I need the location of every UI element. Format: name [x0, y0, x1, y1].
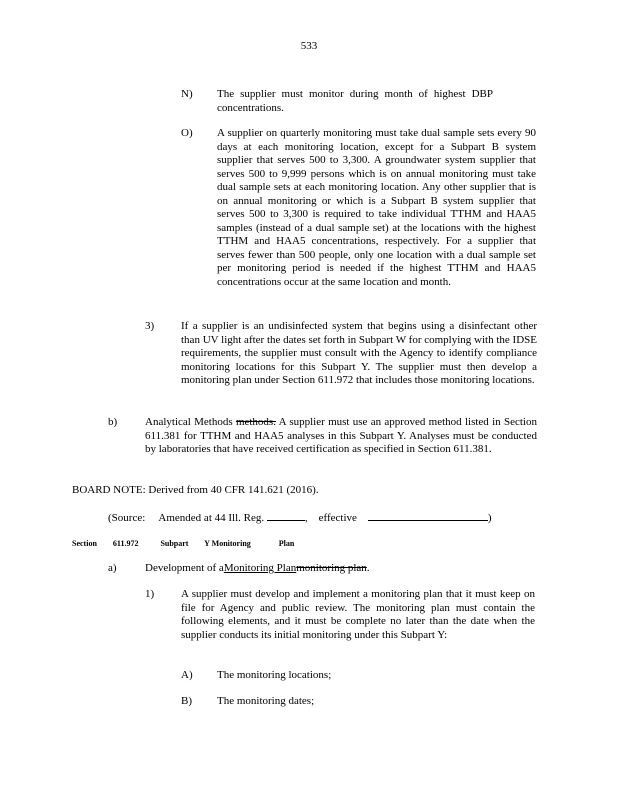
item-label-o: O)	[181, 127, 193, 139]
item-text-a	[145, 562, 370, 576]
item-label-a: a)	[108, 562, 117, 574]
section-word: Section	[72, 539, 97, 548]
item-label-1: 1)	[145, 588, 155, 600]
item-text-a-upper: The monitoring locations;	[217, 669, 332, 681]
effective-date-blank	[368, 509, 488, 521]
deleted-text: methods.	[235, 416, 276, 428]
deleted-monitoring-plan: monitoring plan	[296, 562, 367, 574]
item-label-b-upper: B)	[181, 695, 192, 707]
section-heading	[72, 537, 294, 551]
item-text-1: A supplier must develop and implement a monitoring plan that it must keep on file for Agency and public review. The monitoring plan must contain the following elements, and it must be complete no later than the date when the supplier conducts its initial monitoring under this Subpart Y:	[181, 588, 535, 641]
section-number: 611.972	[112, 539, 139, 548]
section-subpart-letter: Y	[204, 539, 210, 548]
item-text-3: If a supplier is an undisinfected system that begins using a disinfectant other than UV light after the dates set forth in Subpart W for complying with the IDSE requirements, the supplier must consult with the Agency to identify compliance monitoring locations for this Subpart Y. The supplier must then develop a monitoring plan under Section 611.972 that includes those monitoring locations.	[181, 320, 537, 386]
analytical-methods-heading: Analytical Methods	[145, 416, 233, 428]
item-label-b: b)	[108, 416, 118, 428]
board-note: BOARD NOTE: Derived from 40 CFR 141.621 (2016).	[72, 484, 319, 496]
item-text-o: A supplier on quarterly monitoring must take dual sample sets every 90 days at each monitoring location, except for a Subpart B system supplier that serves 500 to 3,300. A groundwater system supplier that serves 500 to 9,999 persons which is on annual monitoring must take dual sample sets at each monitoring location. Any other supplier that is on annual monitoring or which is a Subpart B system supplier that serves 500 to 3,300 is required to take individual TTHM and HAA5 samples (instead of a dual sample set) at the locations with the highest TTHM and HAA5 concentrations, respectively. For a supplier that serves fewer than 500 people, only one location with a dual sample set per monitoring period is needed if the highest TTHM and HAA5 concentrations occur at the same location and month.	[217, 127, 536, 288]
source-amended: Amended at 44 Ill. Reg.	[158, 512, 265, 524]
page-number: 533	[300, 40, 318, 52]
item-label-3: 3)	[145, 320, 155, 332]
section-subpart: Subpart	[160, 539, 189, 548]
item-text-b-upper: The monitoring dates;	[217, 695, 315, 707]
analytical-methods-body: A supplier must use an approved method listed in Section 611.381 for TTHM and HAA5 analyses in this Subpart Y. Analyses must be conducted by laboratories that have received certification as specified in Section 611.381.	[145, 416, 537, 455]
section-plan: Plan	[278, 539, 295, 548]
development-suffix: .	[366, 562, 370, 574]
item-label-a-upper: A)	[181, 669, 193, 681]
source-close: )	[487, 512, 492, 524]
register-blank	[267, 509, 305, 521]
section-monitoring: Monitoring	[211, 539, 251, 548]
development-prefix: Development of a	[145, 562, 224, 574]
source-note	[108, 509, 492, 526]
source-comma: ,	[304, 512, 308, 524]
item-text-b	[145, 416, 537, 457]
item-label-n: N)	[181, 88, 193, 100]
source-effective: effective	[318, 512, 357, 524]
item-text-n: The supplier must monitor during month of highest DBP concentrations.	[217, 88, 493, 114]
inserted-text: Monitoring Plan	[223, 562, 297, 574]
source-open: (Source:	[108, 512, 146, 524]
